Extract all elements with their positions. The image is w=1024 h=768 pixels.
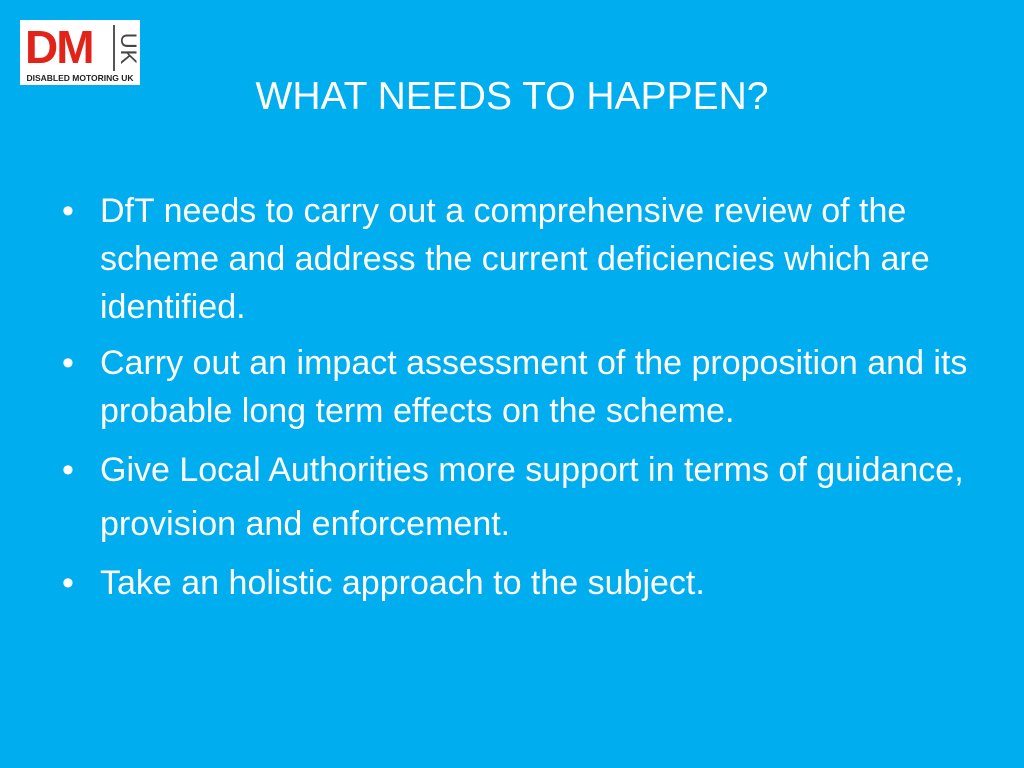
logo-country-text: UK	[116, 32, 141, 66]
bullet-item	[58, 443, 978, 551]
logo-letters: DM	[25, 21, 93, 73]
slide-title: WHAT NEEDS TO HAPPEN?	[255, 75, 769, 118]
logo-tagline: DISABLED MOTORING UK	[26, 73, 134, 83]
bullet-item	[58, 559, 978, 607]
bullet-text: Take an holistic approach to the subject.	[100, 564, 705, 602]
bullet-text: Give Local Authorities more support in terms of guidance, provision and enforcement.	[100, 451, 964, 543]
bullet-item	[58, 187, 978, 331]
bullet-dot: •	[62, 192, 74, 230]
bullet-dot: •	[62, 451, 74, 489]
bullet-list	[58, 187, 978, 607]
bullet-dot: •	[62, 344, 74, 382]
bullet-text: DfT needs to carry out a comprehensive review of the scheme and address the current deficiencies which are identified.	[100, 192, 930, 326]
bullet-item	[58, 339, 978, 435]
logo-country	[116, 28, 141, 70]
bullet-dot: •	[62, 564, 74, 602]
bullet-text: Carry out an impact assessment of the proposition and its probable long term effects on the scheme.	[100, 344, 968, 430]
